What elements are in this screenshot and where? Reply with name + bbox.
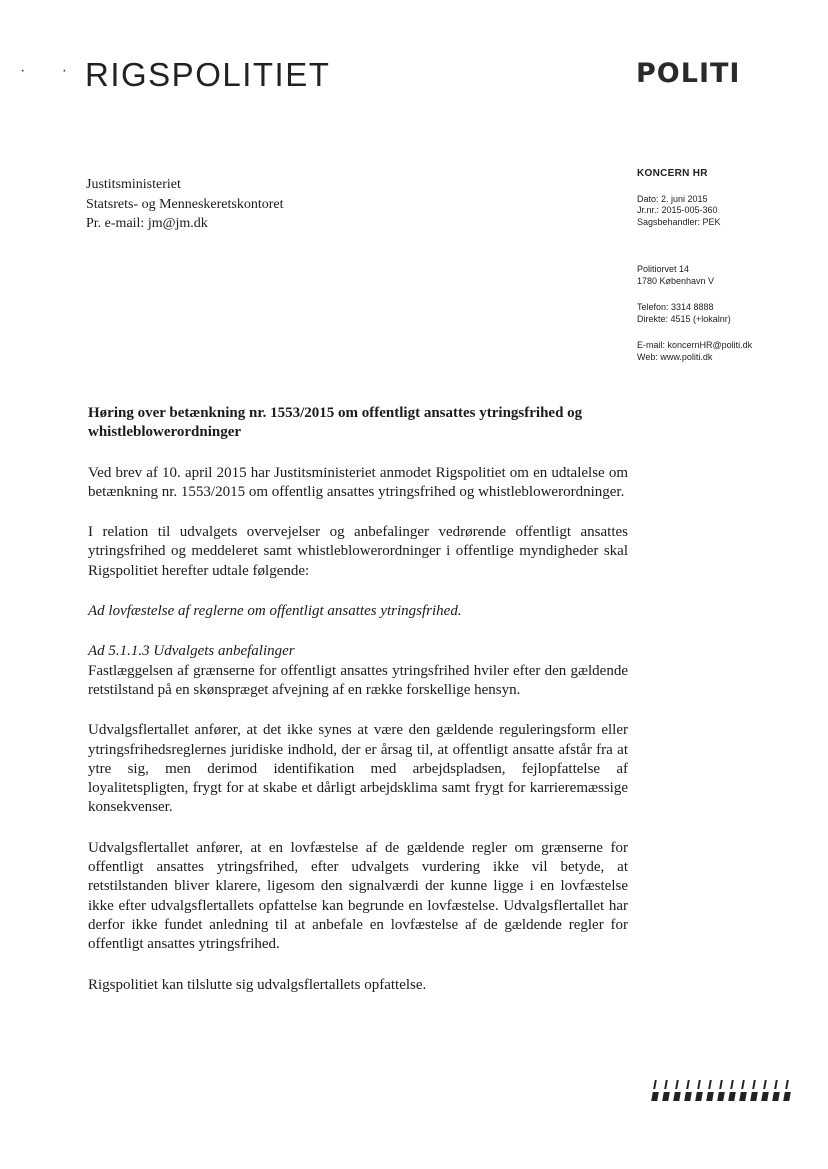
section-title: Ad lovfæstelse af reglerne om offentligt ansattes ytringsfrihed.	[88, 603, 462, 620]
letter-heading: Høring over betænkning nr. 1553/2015 om offentligt ansattes ytringsfrihed og whistleblowerordninger	[88, 405, 583, 441]
address-city: 1780 København V	[637, 275, 715, 286]
agency-name: RIGSPOLITIET	[85, 56, 331, 93]
paragraph: Rigspolitiet kan tilslutte sig udvalgsflertallets opfattelse.	[88, 976, 427, 993]
address-street: Politiorvet 14	[637, 264, 690, 274]
journal-number: Jr.nr.: 2015-005-360	[637, 205, 718, 215]
web-details	[637, 340, 817, 363]
email-address: E-mail: koncernHR@politi.dk	[637, 340, 753, 350]
case-officer: Sagsbehandler: PEK	[637, 216, 721, 227]
website: Web: www.politi.dk	[637, 351, 713, 362]
case-details	[637, 194, 817, 229]
barcode	[652, 1080, 791, 1102]
phone-details	[637, 302, 817, 325]
paragraph: Udvalgsflertallet anfører, at det ikke synes at være den gældende reguleringsform eller ytringsfrihedsreglernes juridiske indhold, der er årsag til, at offentligt ansatte afstår fra at ytre sig, men derimod identifikation med arbejdspladsen, fejlopfattelse af loyalitetspligten, frygt for at skabe et dårligt arbejdsklima samt frygt for karrieremæssige konsekvenser.	[88, 722, 628, 816]
recipient-line: Justitsministeriet	[86, 177, 181, 192]
sender-info	[637, 168, 817, 378]
letter-body	[88, 404, 628, 1016]
subsection-title: Ad 5.1.1.3 Udvalgets anbefalinger	[88, 643, 295, 660]
letter-date: Dato: 2. juni 2015	[637, 193, 708, 204]
direct-number: Direkte: 4515 (+lokalnr)	[637, 313, 731, 324]
department-name: KONCERN HR	[637, 168, 708, 179]
scan-marks: · ·	[20, 62, 84, 79]
paragraph: Fastlæggelsen af grænserne for offentligt ansattes ytringsfrihed hviler efter den gældende retstilstand på en skønspræget afvejning af en række forskellige hensyn.	[88, 662, 628, 698]
recipient-line: Pr. e-mail: jm@jm.dk	[86, 216, 208, 231]
politi-logo: POLITI	[636, 58, 741, 89]
paragraph: Ved brev af 10. april 2015 har Justitsministeriet anmodet Rigspolitiet om en udtalelse om betænkning nr. 1553/2015 om offentlig ansattes ytringsfrihed og whistleblowerordninger.	[88, 464, 628, 500]
recipient-line: Statsrets- og Menneskeretskontoret	[86, 196, 284, 212]
postal-address	[637, 264, 817, 287]
paragraph: I relation til udvalgets overvejelser og anbefalinger vedrørende offentligt ansattes ytringsfrihed og meddeleret samt whistleblowerordninger i offentlige myndigheder skal Rigspolitiet herefter udtale følgende:	[88, 524, 628, 579]
paragraph: Udvalgsflertallet anfører, at en lovfæstelse af de gældende regler om grænserne for offentligt ansattes ytringsfrihed, efter udvalgets vurdering ikke vil betyde, at retstilstanden bliver klarere, ligesom den signalværdi der kunne ligge i en lovfæstelse ikke efter udvalgsflertallets opfattelse kan begrunde en lovfæstelse. Udvalgsflertallet har derfor ikke fundet anledning til at anbefale en lovfæstelse af de gældende regler for offentligt ansattes ytringsfrihed.	[88, 839, 628, 953]
phone-number: Telefon: 3314 8888	[637, 302, 714, 312]
recipient-block	[86, 175, 284, 234]
